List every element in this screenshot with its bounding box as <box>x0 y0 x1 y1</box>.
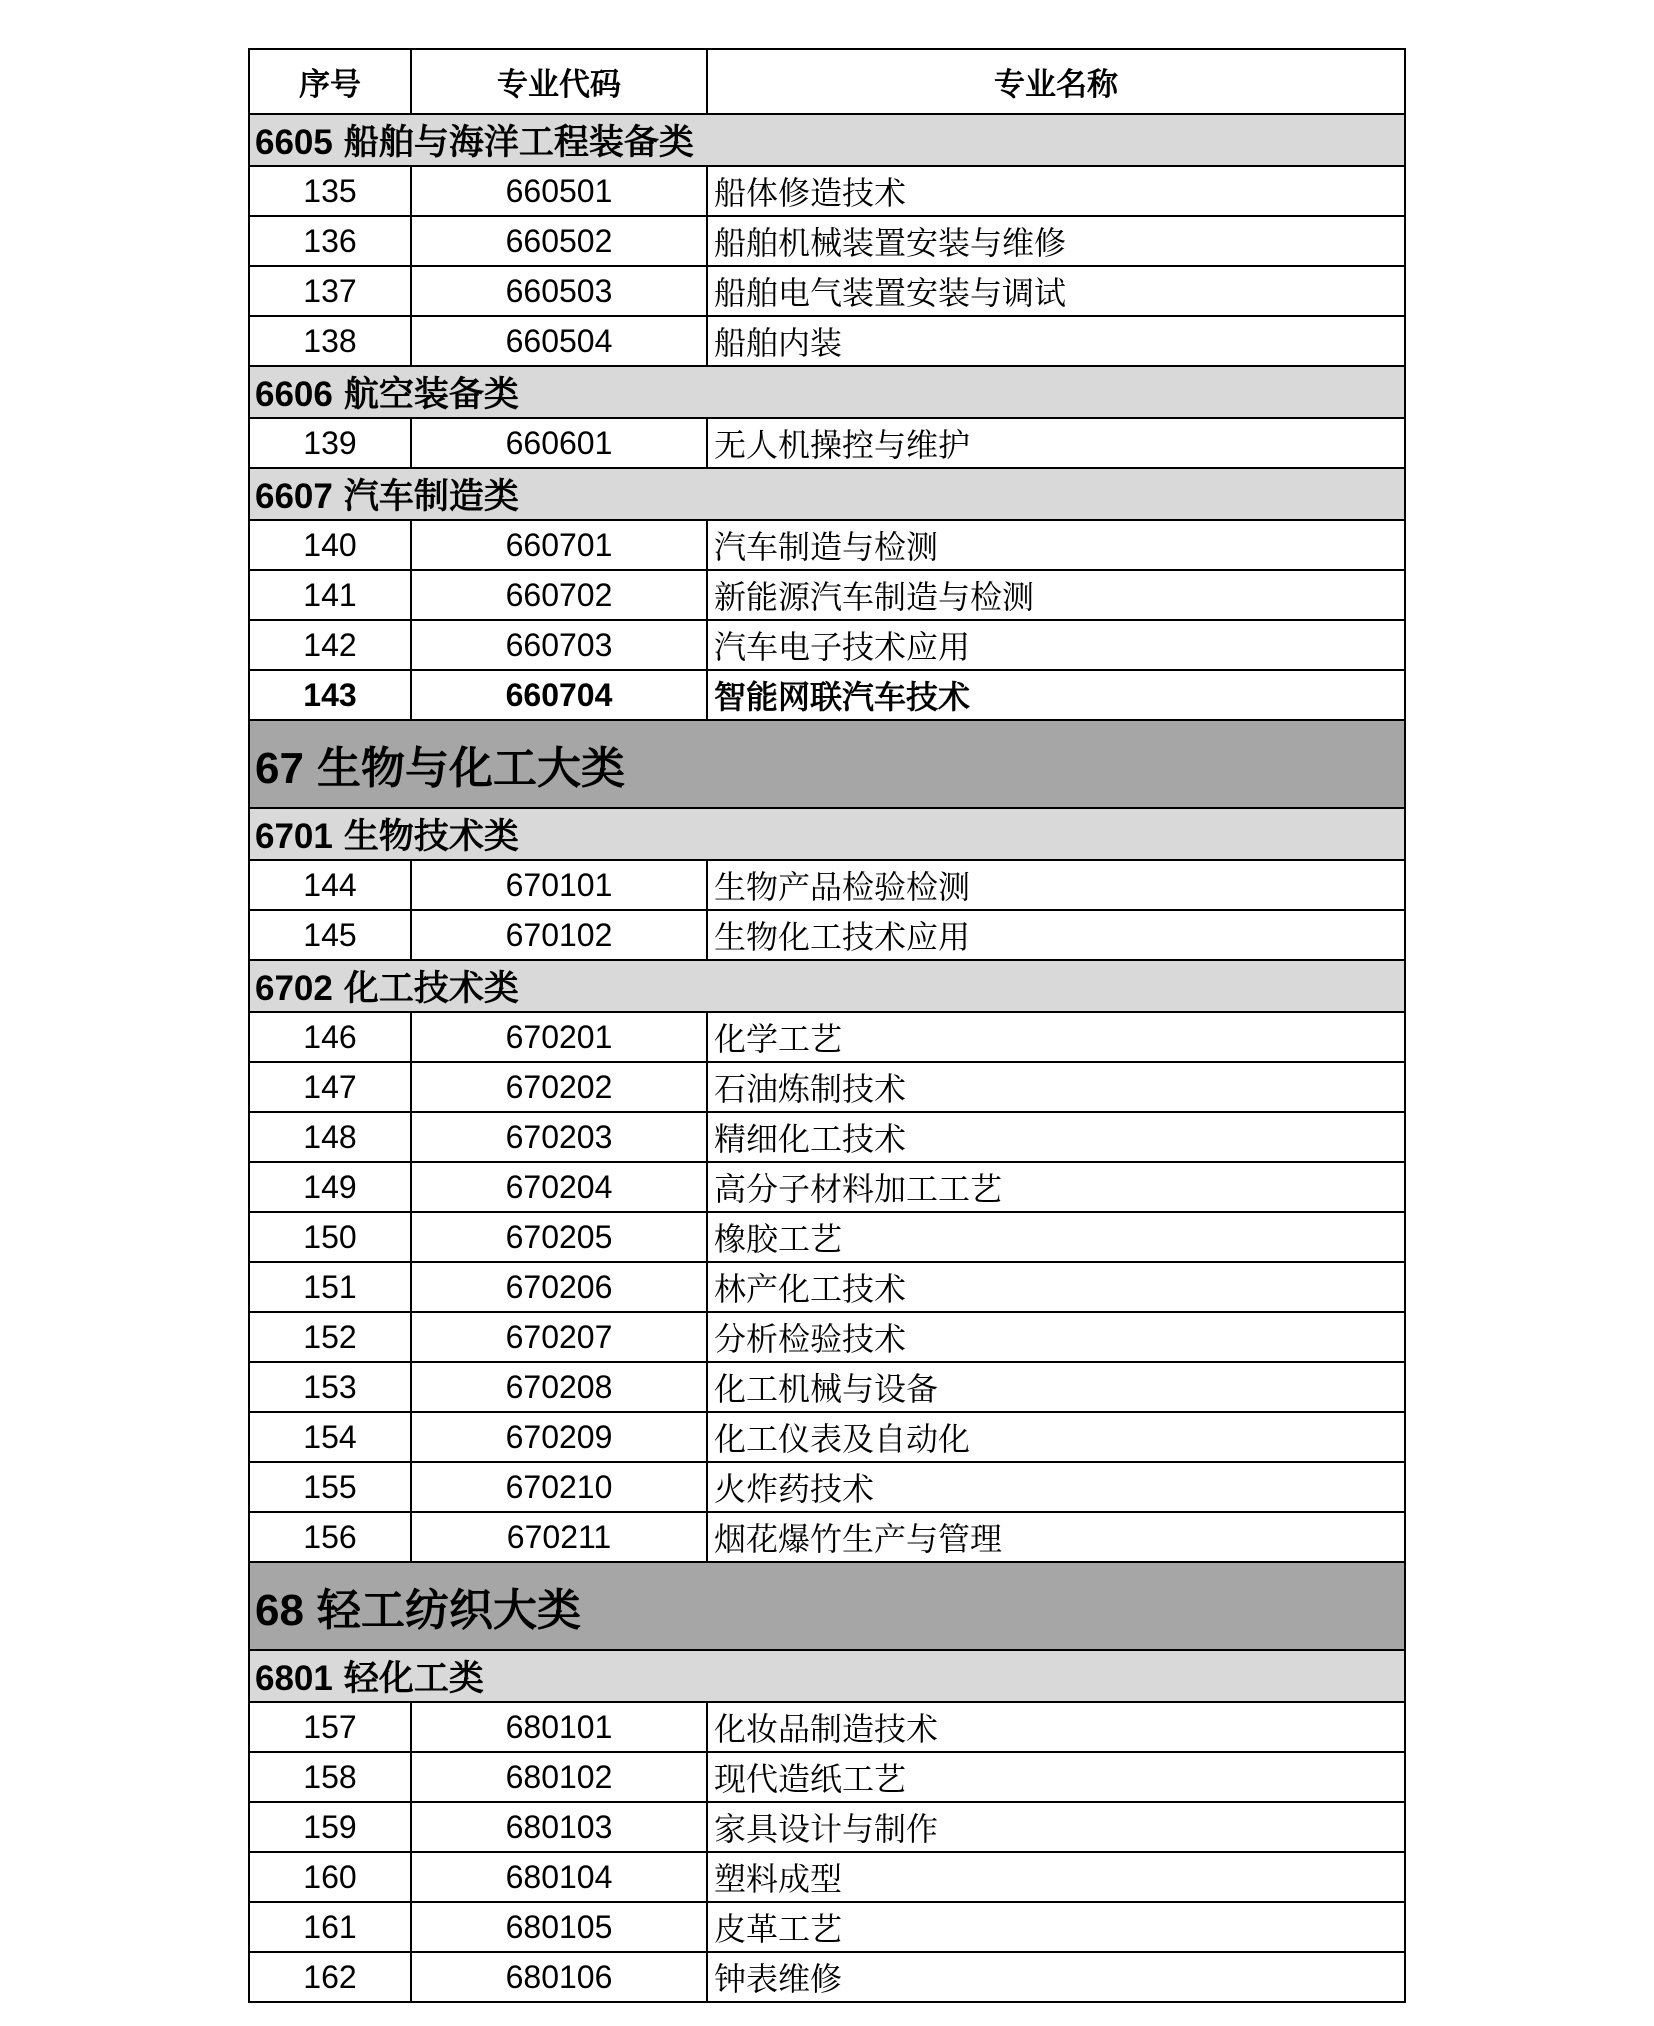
table-row <box>249 166 1405 216</box>
category-header-row <box>249 114 1405 166</box>
seq-cell: 158 <box>249 1752 411 1802</box>
table-row <box>249 1802 1405 1852</box>
name-cell: 汽车制造与检测 <box>707 520 1405 570</box>
division-header-row <box>249 1562 1405 1650</box>
category-header-cell <box>249 960 1405 1012</box>
code-cell: 670204 <box>411 1162 707 1212</box>
majors-table <box>248 48 1406 2003</box>
category-name: 轻化工类 <box>343 1659 484 1698</box>
name-cell: 化学工艺 <box>707 1012 1405 1062</box>
category-header-cell <box>249 808 1405 860</box>
table-row <box>249 1312 1405 1362</box>
code-cell: 670205 <box>411 1212 707 1262</box>
name-cell: 家具设计与制作 <box>707 1802 1405 1852</box>
name-cell: 智能网联汽车技术 <box>707 670 1405 720</box>
seq-cell: 154 <box>249 1412 411 1462</box>
division-header-cell <box>249 1562 1405 1650</box>
name-cell: 化妆品制造技术 <box>707 1702 1405 1752</box>
seq-cell: 136 <box>249 216 411 266</box>
seq-cell: 137 <box>249 266 411 316</box>
division-header-cell <box>249 720 1405 808</box>
seq-cell: 139 <box>249 418 411 468</box>
category-code: 6605 <box>255 123 333 162</box>
division-code: 67 <box>255 744 304 793</box>
code-cell: 670207 <box>411 1312 707 1362</box>
seq-cell: 150 <box>249 1212 411 1262</box>
name-cell: 无人机操控与维护 <box>707 418 1405 468</box>
seq-cell: 141 <box>249 570 411 620</box>
header-name: 专业名称 <box>707 49 1405 114</box>
name-cell: 高分子材料加工工艺 <box>707 1162 1405 1212</box>
category-header-row <box>249 960 1405 1012</box>
name-cell: 新能源汽车制造与检测 <box>707 570 1405 620</box>
code-cell: 660601 <box>411 418 707 468</box>
category-name: 化工技术类 <box>343 969 519 1008</box>
category-header-cell <box>249 1650 1405 1702</box>
name-cell: 生物化工技术应用 <box>707 910 1405 960</box>
seq-cell: 152 <box>249 1312 411 1362</box>
category-header-cell <box>249 366 1405 418</box>
name-cell: 汽车电子技术应用 <box>707 620 1405 670</box>
category-code: 6606 <box>255 375 333 414</box>
table-row <box>249 1902 1405 1952</box>
seq-cell: 147 <box>249 1062 411 1112</box>
name-cell: 化工机械与设备 <box>707 1362 1405 1412</box>
name-cell: 船体修造技术 <box>707 166 1405 216</box>
header-seq: 序号 <box>249 49 411 114</box>
table-row <box>249 1162 1405 1212</box>
table-header-row <box>249 49 1405 114</box>
code-cell: 680105 <box>411 1902 707 1952</box>
name-cell: 林产化工技术 <box>707 1262 1405 1312</box>
table-row <box>249 620 1405 670</box>
category-code: 6701 <box>255 817 333 856</box>
code-cell: 660703 <box>411 620 707 670</box>
division-name: 生物与化工大类 <box>316 744 625 793</box>
code-cell: 660702 <box>411 570 707 620</box>
table-row <box>249 1852 1405 1902</box>
category-name: 船舶与海洋工程装备类 <box>343 123 694 162</box>
table-row <box>249 1752 1405 1802</box>
code-cell: 670208 <box>411 1362 707 1412</box>
name-cell: 石油炼制技术 <box>707 1062 1405 1112</box>
name-cell: 船舶电气装置安装与调试 <box>707 266 1405 316</box>
category-name: 航空装备类 <box>343 375 519 414</box>
name-cell: 船舶内装 <box>707 316 1405 366</box>
table-row <box>249 1362 1405 1412</box>
seq-cell: 143 <box>249 670 411 720</box>
seq-cell: 135 <box>249 166 411 216</box>
table-row <box>249 670 1405 720</box>
majors-table-body <box>249 114 1405 2002</box>
table-row <box>249 1112 1405 1162</box>
code-cell: 670101 <box>411 860 707 910</box>
table-row <box>249 1512 1405 1562</box>
code-cell: 670210 <box>411 1462 707 1512</box>
code-cell: 660504 <box>411 316 707 366</box>
table-row <box>249 570 1405 620</box>
name-cell: 橡胶工艺 <box>707 1212 1405 1262</box>
name-cell: 精细化工技术 <box>707 1112 1405 1162</box>
code-cell: 670209 <box>411 1412 707 1462</box>
category-code: 6801 <box>255 1659 333 1698</box>
seq-cell: 162 <box>249 1952 411 2002</box>
category-name: 生物技术类 <box>343 817 519 856</box>
table-row <box>249 418 1405 468</box>
name-cell: 生物产品检验检测 <box>707 860 1405 910</box>
name-cell: 火炸药技术 <box>707 1462 1405 1512</box>
code-cell: 680104 <box>411 1852 707 1902</box>
majors-table-container <box>248 48 1406 2003</box>
code-cell: 680103 <box>411 1802 707 1852</box>
category-header-row <box>249 808 1405 860</box>
seq-cell: 144 <box>249 860 411 910</box>
name-cell: 现代造纸工艺 <box>707 1752 1405 1802</box>
code-cell: 660503 <box>411 266 707 316</box>
category-code: 6702 <box>255 969 333 1008</box>
seq-cell: 159 <box>249 1802 411 1852</box>
seq-cell: 145 <box>249 910 411 960</box>
seq-cell: 155 <box>249 1462 411 1512</box>
seq-cell: 157 <box>249 1702 411 1752</box>
category-header-row <box>249 468 1405 520</box>
seq-cell: 149 <box>249 1162 411 1212</box>
category-header-row <box>249 1650 1405 1702</box>
name-cell: 分析检验技术 <box>707 1312 1405 1362</box>
code-cell: 660502 <box>411 216 707 266</box>
seq-cell: 153 <box>249 1362 411 1412</box>
code-cell: 660701 <box>411 520 707 570</box>
seq-cell: 156 <box>249 1512 411 1562</box>
seq-cell: 161 <box>249 1902 411 1952</box>
table-row <box>249 266 1405 316</box>
code-cell: 670201 <box>411 1012 707 1062</box>
name-cell: 皮革工艺 <box>707 1902 1405 1952</box>
table-row <box>249 316 1405 366</box>
seq-cell: 160 <box>249 1852 411 1902</box>
table-row <box>249 860 1405 910</box>
seq-cell: 140 <box>249 520 411 570</box>
table-row <box>249 1012 1405 1062</box>
name-cell: 船舶机械装置安装与维修 <box>707 216 1405 266</box>
category-header-cell <box>249 114 1405 166</box>
code-cell: 670211 <box>411 1512 707 1562</box>
name-cell: 塑料成型 <box>707 1852 1405 1902</box>
table-row <box>249 216 1405 266</box>
header-code: 专业代码 <box>411 49 707 114</box>
code-cell: 670202 <box>411 1062 707 1112</box>
division-code: 68 <box>255 1586 304 1635</box>
seq-cell: 138 <box>249 316 411 366</box>
name-cell: 化工仪表及自动化 <box>707 1412 1405 1462</box>
division-header-row <box>249 720 1405 808</box>
table-row <box>249 1952 1405 2002</box>
division-name: 轻工纺织大类 <box>316 1586 581 1635</box>
code-cell: 670102 <box>411 910 707 960</box>
seq-cell: 146 <box>249 1012 411 1062</box>
code-cell: 680102 <box>411 1752 707 1802</box>
seq-cell: 148 <box>249 1112 411 1162</box>
table-row <box>249 1412 1405 1462</box>
code-cell: 660501 <box>411 166 707 216</box>
code-cell: 660704 <box>411 670 707 720</box>
table-row <box>249 1462 1405 1512</box>
table-row <box>249 1212 1405 1262</box>
category-name: 汽车制造类 <box>343 477 519 516</box>
table-row <box>249 1062 1405 1112</box>
seq-cell: 142 <box>249 620 411 670</box>
code-cell: 680106 <box>411 1952 707 2002</box>
table-row <box>249 520 1405 570</box>
name-cell: 烟花爆竹生产与管理 <box>707 1512 1405 1562</box>
table-row <box>249 1262 1405 1312</box>
category-header-row <box>249 366 1405 418</box>
name-cell: 钟表维修 <box>707 1952 1405 2002</box>
table-row <box>249 910 1405 960</box>
code-cell: 680101 <box>411 1702 707 1752</box>
table-row <box>249 1702 1405 1752</box>
category-code: 6607 <box>255 477 333 516</box>
category-header-cell <box>249 468 1405 520</box>
seq-cell: 151 <box>249 1262 411 1312</box>
code-cell: 670206 <box>411 1262 707 1312</box>
code-cell: 670203 <box>411 1112 707 1162</box>
